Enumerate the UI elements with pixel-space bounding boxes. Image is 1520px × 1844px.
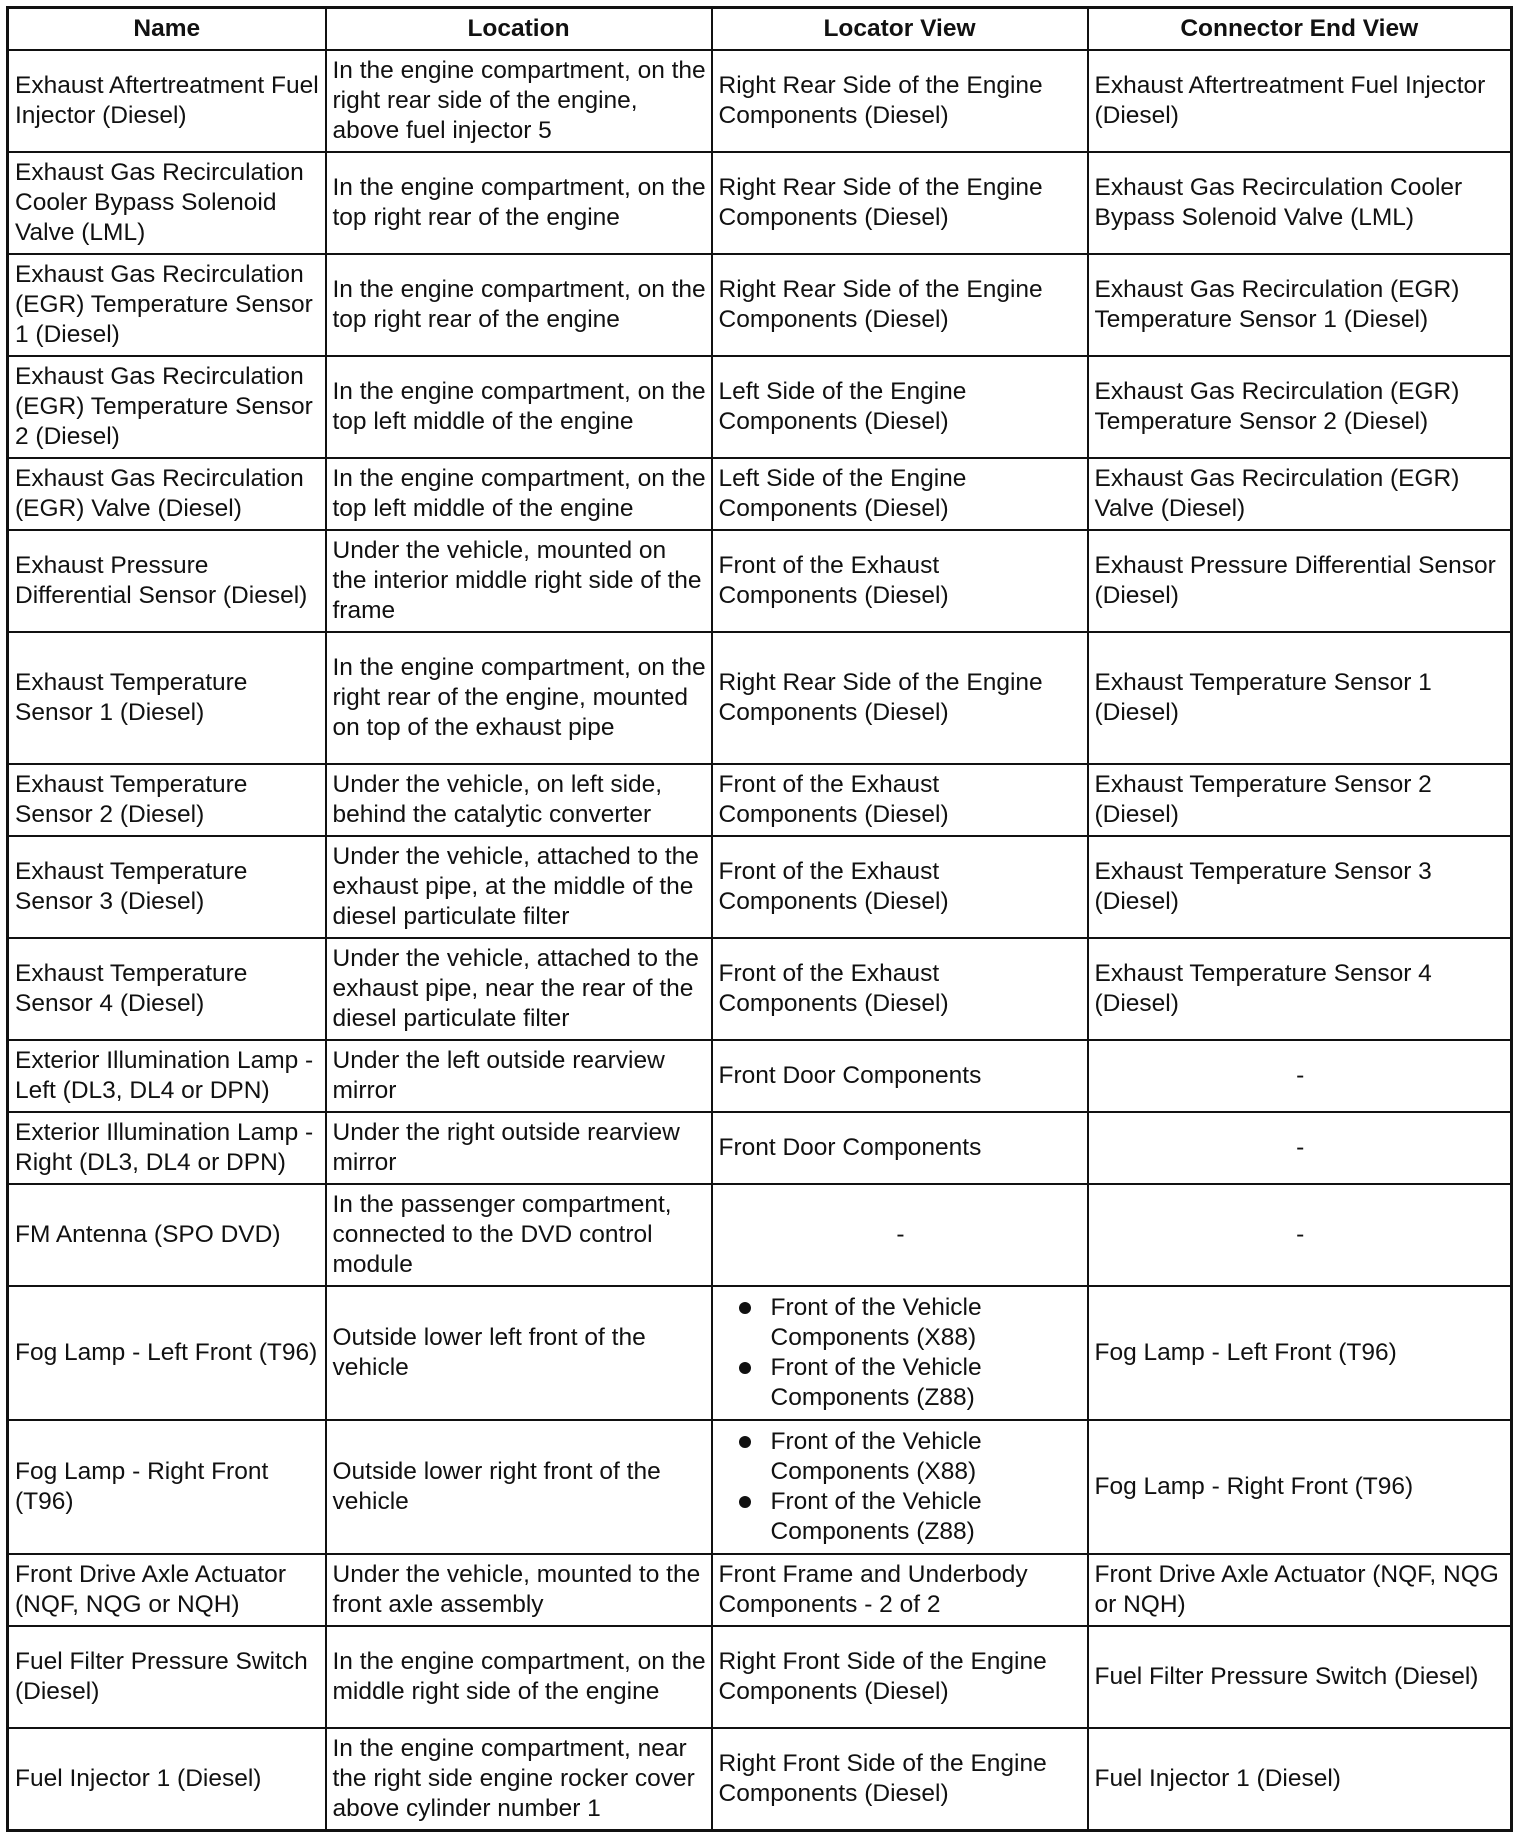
cell-connector-end-view-text: Fog Lamp - Right Front (T96) xyxy=(1094,1473,1414,1500)
cell-name xyxy=(8,254,326,356)
cell-name-text: Fog Lamp - Left Front (T96) xyxy=(15,1339,318,1366)
cell-name-text: Exhaust Temperature Sensor 3 (Diesel) xyxy=(15,858,248,915)
cell-name-text: Exhaust Gas Recirculation (EGR) Temperature Sensor 1 (Diesel) xyxy=(15,261,313,348)
cell-locator-view xyxy=(712,152,1088,254)
cell-name-text: Exhaust Temperature Sensor 2 (Diesel) xyxy=(15,771,248,828)
cell-name xyxy=(8,530,326,632)
table-row xyxy=(8,1112,1512,1184)
cell-connector-end-view xyxy=(1088,152,1512,254)
cell-connector-end-view xyxy=(1088,356,1512,458)
cell-location-text: Under the vehicle, on left side, behind the catalytic converter xyxy=(332,771,663,828)
cell-locator-view xyxy=(712,1554,1088,1626)
table-row xyxy=(8,764,1512,836)
cell-location-text: In the engine compartment, on the right rear side of the engine, above fuel injector 5 xyxy=(332,57,706,144)
cell-name-text: Exhaust Gas Recirculation (EGR) Temperature Sensor 2 (Diesel) xyxy=(15,363,313,450)
cell-name xyxy=(8,1040,326,1112)
cell-connector-end-view-text: Fuel Filter Pressure Switch (Diesel) xyxy=(1094,1663,1479,1690)
cell-location xyxy=(326,50,712,152)
cell-connector-end-view-text: Exhaust Pressure Differential Sensor (Diesel) xyxy=(1094,552,1496,609)
table-row xyxy=(8,50,1512,152)
cell-name xyxy=(8,152,326,254)
locator-view-list-item: Front of the Vehicle Components (Z88) xyxy=(739,1487,1083,1547)
cell-location xyxy=(326,1040,712,1112)
locator-view-list-item: Front of the Vehicle Components (X88) xyxy=(739,1293,1083,1353)
cell-locator-view xyxy=(712,1040,1088,1112)
locator-view-list-item: Front of the Vehicle Components (X88) xyxy=(739,1427,1083,1487)
cell-location xyxy=(326,356,712,458)
column-header-location: Location xyxy=(326,8,712,51)
cell-locator-view-text: - xyxy=(896,1221,905,1248)
cell-location xyxy=(326,1728,712,1830)
cell-locator-view-text: Front of the Exhaust Components (Diesel) xyxy=(718,552,949,609)
cell-location-text: Under the vehicle, mounted to the front axle assembly xyxy=(332,1561,701,1618)
cell-name xyxy=(8,1184,326,1286)
table-row xyxy=(8,1420,1512,1554)
cell-name-text: Exhaust Aftertreatment Fuel Injector (Diesel) xyxy=(15,72,319,129)
cell-name-text: Exhaust Temperature Sensor 4 (Diesel) xyxy=(15,960,248,1017)
cell-location-text: Under the vehicle, attached to the exhaust pipe, near the rear of the diesel particulate filter xyxy=(332,945,699,1032)
cell-locator-view-text: Right Rear Side of the Engine Components (Diesel) xyxy=(718,72,1043,129)
cell-connector-end-view xyxy=(1088,938,1512,1040)
cell-name xyxy=(8,1112,326,1184)
cell-locator-view-text: Left Side of the Engine Components (Diesel) xyxy=(718,465,967,522)
cell-locator-view xyxy=(712,938,1088,1040)
cell-locator-view xyxy=(712,458,1088,530)
cell-location-text: In the engine compartment, on the top right rear of the engine xyxy=(332,174,706,231)
cell-connector-end-view xyxy=(1088,1040,1512,1112)
cell-name xyxy=(8,1554,326,1626)
cell-name xyxy=(8,1626,326,1728)
table-row xyxy=(8,1184,1512,1286)
cell-location xyxy=(326,152,712,254)
cell-locator-view xyxy=(712,356,1088,458)
cell-location xyxy=(326,1112,712,1184)
cell-locator-view-text: Front of the Exhaust Components (Diesel) xyxy=(718,960,949,1017)
cell-connector-end-view-text: Exhaust Gas Recirculation (EGR) Temperature Sensor 2 (Diesel) xyxy=(1094,378,1460,435)
cell-location-text: Under the left outside rearview mirror xyxy=(332,1047,665,1104)
cell-locator-view xyxy=(712,530,1088,632)
cell-locator-view xyxy=(712,1286,1088,1420)
cell-name xyxy=(8,1286,326,1420)
cell-name xyxy=(8,938,326,1040)
cell-name xyxy=(8,50,326,152)
table-row xyxy=(8,1554,1512,1626)
cell-connector-end-view-text: Exhaust Temperature Sensor 4 (Diesel) xyxy=(1094,960,1432,1017)
cell-locator-view xyxy=(712,764,1088,836)
cell-location-text: In the engine compartment, on the top left middle of the engine xyxy=(332,465,706,522)
cell-location-text: In the engine compartment, on the top right rear of the engine xyxy=(332,276,706,333)
cell-name-text: FM Antenna (SPO DVD) xyxy=(15,1221,281,1248)
cell-location xyxy=(326,1420,712,1554)
table-row xyxy=(8,152,1512,254)
cell-locator-view-text: Front Frame and Underbody Components - 2 of 2 xyxy=(718,1561,1028,1618)
cell-locator-view xyxy=(712,632,1088,764)
cell-name xyxy=(8,356,326,458)
cell-name xyxy=(8,1728,326,1830)
table-row xyxy=(8,1626,1512,1728)
cell-connector-end-view xyxy=(1088,836,1512,938)
cell-connector-end-view-text: Exhaust Temperature Sensor 2 (Diesel) xyxy=(1094,771,1432,828)
table-header-row xyxy=(8,8,1512,51)
cell-locator-view-text: Front Door Components xyxy=(718,1062,982,1089)
column-header-locator-view: Locator View xyxy=(712,8,1088,51)
table-row xyxy=(8,254,1512,356)
cell-connector-end-view xyxy=(1088,1286,1512,1420)
cell-connector-end-view xyxy=(1088,1420,1512,1554)
component-locator-document xyxy=(6,6,1510,1832)
table-row xyxy=(8,458,1512,530)
table-row xyxy=(8,356,1512,458)
cell-connector-end-view-text: - xyxy=(1296,1134,1305,1161)
cell-location-text: In the engine compartment, on the right rear of the engine, mounted on top of the exhaust pipe xyxy=(332,654,706,741)
cell-connector-end-view xyxy=(1088,530,1512,632)
cell-locator-view-text: Right Rear Side of the Engine Components (Diesel) xyxy=(718,669,1043,726)
locator-view-list-item: Front of the Vehicle Components (Z88) xyxy=(739,1353,1083,1413)
cell-location xyxy=(326,458,712,530)
cell-connector-end-view xyxy=(1088,1728,1512,1830)
cell-connector-end-view xyxy=(1088,1554,1512,1626)
cell-name-text: Exhaust Gas Recirculation (EGR) Valve (Diesel) xyxy=(15,465,304,522)
cell-name-text: Exterior Illumination Lamp - Right (DL3, DL4 or DPN) xyxy=(15,1119,314,1176)
table-row xyxy=(8,530,1512,632)
cell-connector-end-view xyxy=(1088,764,1512,836)
cell-connector-end-view-text: Exhaust Temperature Sensor 1 (Diesel) xyxy=(1094,669,1432,726)
cell-location-text: In the passenger compartment, connected to the DVD control module xyxy=(332,1191,672,1278)
cell-locator-view-text: Left Side of the Engine Components (Diesel) xyxy=(718,378,967,435)
cell-locator-view xyxy=(712,1420,1088,1554)
cell-connector-end-view-text: Exhaust Gas Recirculation Cooler Bypass Solenoid Valve (LML) xyxy=(1094,174,1463,231)
component-locator-table xyxy=(6,6,1513,1832)
cell-connector-end-view xyxy=(1088,632,1512,764)
cell-locator-view xyxy=(712,1112,1088,1184)
cell-connector-end-view-text: Fuel Injector 1 (Diesel) xyxy=(1094,1764,1341,1792)
column-header-name: Name xyxy=(8,8,326,51)
cell-location xyxy=(326,1184,712,1286)
cell-location-text: Under the vehicle, attached to the exhaust pipe, at the middle of the diesel particulate filter xyxy=(332,843,699,930)
cell-connector-end-view-text: - xyxy=(1296,1221,1305,1248)
cell-location xyxy=(326,938,712,1040)
cell-locator-view-text: Front Door Components xyxy=(718,1134,982,1161)
column-header-connector-end-view: Connector End View xyxy=(1088,8,1512,51)
cell-location xyxy=(326,530,712,632)
cell-location-text: In the engine compartment, near the right side engine rocker cover above cylinder number 1 xyxy=(332,1734,695,1822)
cell-location xyxy=(326,836,712,938)
cell-locator-view-text: Front of the Exhaust Components (Diesel) xyxy=(718,858,949,915)
cell-locator-view xyxy=(712,1626,1088,1728)
cell-connector-end-view xyxy=(1088,1626,1512,1728)
cell-name xyxy=(8,764,326,836)
cell-name xyxy=(8,458,326,530)
cell-connector-end-view-text: - xyxy=(1296,1062,1305,1089)
cell-location-text: Under the right outside rearview mirror xyxy=(332,1119,680,1176)
cell-name-text: Exhaust Pressure Differential Sensor (Diesel) xyxy=(15,552,308,609)
cell-location-text: Outside lower right front of the vehicle xyxy=(332,1458,661,1515)
cell-location-text: In the engine compartment, on the middle right side of the engine xyxy=(332,1648,706,1705)
cell-locator-view-text: Right Front Side of the Engine Components (Diesel) xyxy=(718,1749,1047,1807)
table-row xyxy=(8,632,1512,764)
cell-name xyxy=(8,836,326,938)
table-row xyxy=(8,1040,1512,1112)
cell-locator-view-text: Right Front Side of the Engine Components (Diesel) xyxy=(718,1648,1047,1705)
cell-name xyxy=(8,1420,326,1554)
locator-view-list xyxy=(719,1293,1083,1413)
cell-connector-end-view xyxy=(1088,458,1512,530)
cell-name-text: Front Drive Axle Actuator (NQF, NQG or NQH) xyxy=(15,1561,286,1618)
cell-name xyxy=(8,632,326,764)
cell-location-text: Outside lower left front of the vehicle xyxy=(332,1324,646,1381)
cell-connector-end-view xyxy=(1088,50,1512,152)
cell-location xyxy=(326,632,712,764)
table-row xyxy=(8,836,1512,938)
cell-connector-end-view-text: Exhaust Gas Recirculation (EGR) Valve (Diesel) xyxy=(1094,465,1460,522)
cell-name-text: Fuel Injector 1 (Diesel) xyxy=(15,1764,262,1792)
cell-connector-end-view xyxy=(1088,1112,1512,1184)
cell-connector-end-view-text: Exhaust Temperature Sensor 3 (Diesel) xyxy=(1094,858,1432,915)
cell-name-text: Exterior Illumination Lamp - Left (DL3, DL4 or DPN) xyxy=(15,1047,314,1104)
cell-connector-end-view-text: Fog Lamp - Left Front (T96) xyxy=(1094,1339,1397,1366)
table-row xyxy=(8,938,1512,1040)
cell-name-text: Exhaust Temperature Sensor 1 (Diesel) xyxy=(15,669,248,726)
cell-connector-end-view xyxy=(1088,1184,1512,1286)
cell-name-text: Exhaust Gas Recirculation Cooler Bypass Solenoid Valve (LML) xyxy=(15,159,304,246)
cell-locator-view-text: Front of the Exhaust Components (Diesel) xyxy=(718,771,949,828)
cell-location xyxy=(326,1286,712,1420)
table-row xyxy=(8,1286,1512,1420)
cell-connector-end-view xyxy=(1088,254,1512,356)
cell-locator-view-text: Right Rear Side of the Engine Components (Diesel) xyxy=(718,174,1043,231)
cell-location xyxy=(326,764,712,836)
cell-connector-end-view-text: Exhaust Gas Recirculation (EGR) Temperature Sensor 1 (Diesel) xyxy=(1094,276,1460,333)
cell-location-text: Under the vehicle, mounted on the interior middle right side of the frame xyxy=(332,537,702,624)
locator-view-list xyxy=(719,1427,1083,1547)
cell-connector-end-view-text: Exhaust Aftertreatment Fuel Injector (Diesel) xyxy=(1094,72,1486,129)
cell-locator-view xyxy=(712,1728,1088,1830)
cell-name-text: Fuel Filter Pressure Switch (Diesel) xyxy=(15,1648,308,1705)
cell-location xyxy=(326,1626,712,1728)
cell-connector-end-view-text: Front Drive Axle Actuator (NQF, NQG or NQH) xyxy=(1094,1561,1499,1618)
cell-locator-view xyxy=(712,254,1088,356)
cell-locator-view xyxy=(712,1184,1088,1286)
cell-locator-view-text: Right Rear Side of the Engine Components (Diesel) xyxy=(718,276,1043,333)
cell-location xyxy=(326,254,712,356)
cell-location-text: In the engine compartment, on the top left middle of the engine xyxy=(332,378,706,435)
cell-name-text: Fog Lamp - Right Front (T96) xyxy=(15,1458,269,1515)
cell-locator-view xyxy=(712,836,1088,938)
table-row xyxy=(8,1728,1512,1830)
cell-locator-view xyxy=(712,50,1088,152)
cell-location xyxy=(326,1554,712,1626)
